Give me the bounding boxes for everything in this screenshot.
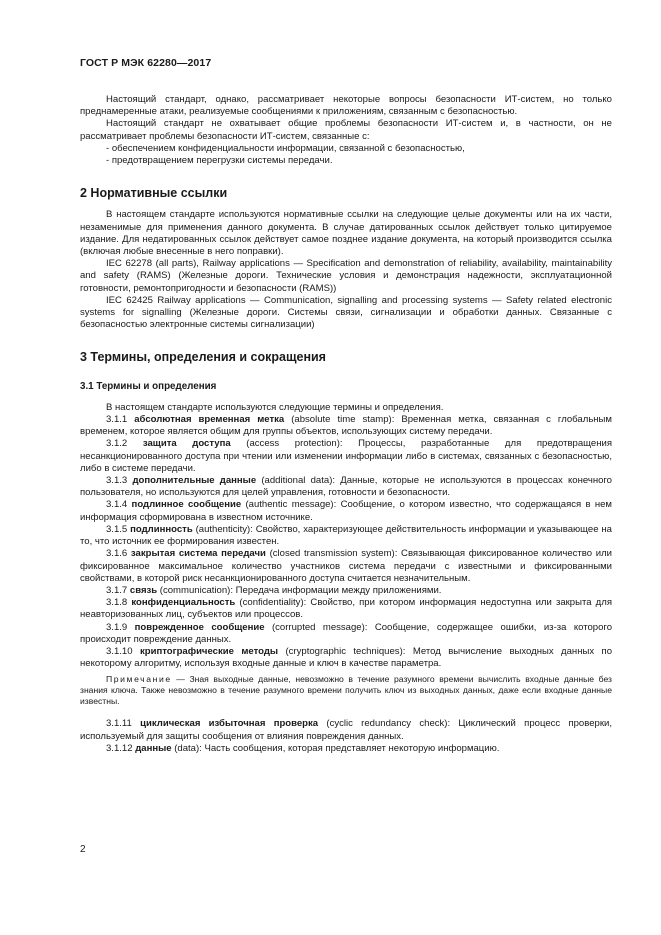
- term-definition: (cyclic redundancy check): Циклический процесс проверки, используемый для защиты сообщения от влияния повреждения данных.: [80, 718, 612, 742]
- term-definition: (additional data): Данные, которые не используются в процессах конечного пользователя, но используются для целей управления, готовности и безопасности.: [80, 475, 612, 499]
- term-name: подлинное сообщение: [131, 499, 242, 511]
- section-3-heading: 3 Термины, определения и сокращения: [80, 350, 326, 365]
- section-2-paragraph-1: В настоящем стандарте используются нормативные ссылки на следующие целые документы или на их части, незаменимые для применения данного документа. В случае датированных ссылок действует только цитируемое издание. Для недатированных ссылок действует самое позднее издание документа, на который производится ссылка (включая любые внесенные в него поправки).: [80, 209, 612, 258]
- term-number: 3.1.5: [106, 523, 128, 535]
- term-entry: [80, 597, 612, 621]
- term-name: абсолютная временная метка: [134, 414, 285, 426]
- term-name: защита доступа: [142, 438, 231, 450]
- term-number: 3.1.9: [106, 621, 128, 633]
- section-2-heading: 2 Нормативные ссылки: [80, 186, 228, 201]
- intro-paragraph-1: Настоящий стандарт, однако, рассматривает некоторые вопросы безопасности ИТ-систем, но только преднамеренные атаки, реализуемые сообщениями к приложениям, связанным с безопасностью.: [80, 94, 612, 118]
- document-body: [80, 94, 612, 755]
- note-label: Примечание: [106, 674, 172, 685]
- term-number: 3.1.10: [106, 645, 133, 657]
- term-definition: (data): Часть сообщения, которая представляет некоторую информацию.: [171, 742, 500, 754]
- term-definition: (confidentiality): Свойство, при котором информация недоступна или закрыта для неавторизованных лиц, субъектов или процессов.: [80, 597, 612, 621]
- term-entry: [80, 499, 612, 523]
- term-name: дополнительные данные: [132, 475, 257, 487]
- term-entry: [80, 585, 612, 597]
- subsection-3-1-heading: 3.1 Термины и определения: [80, 380, 217, 392]
- note-text: — Зная выходные данные, невозможно в течение разумного времени вычислить входные данные без знания ключа. Также невозможно в течение разумного времени получить ключ из выходных данных, даже если входные данные известны.: [80, 674, 612, 707]
- term-name: циклическая избыточная проверка: [140, 718, 319, 730]
- section-2-paragraph-2: IEC 62278 (all parts), Railway applications — Specification and demonstration of reliability, availability, maintainability and safety (RAMS) (Железные дороги. Технические условия и демонстрация надежности, эксплуатационной готовности, ремонтопригодности и безопасности (RAMS)): [80, 258, 612, 294]
- intro-list-item-2: - предотвращением перегрузки системы передачи.: [106, 155, 333, 167]
- term-name: конфиденциальность: [131, 597, 236, 609]
- term-entry: [80, 438, 612, 475]
- note-paragraph: [80, 674, 612, 707]
- term-number: 3.1.4: [106, 499, 128, 511]
- term-definition: (authentic message): Сообщение, о котором известно, что содержащаяся в нем информация сформирована в известном источнике.: [80, 499, 612, 523]
- term-definition: (corrupted message): Сообщение, содержащее ошибки, из-за которого происходит повреждение данных.: [80, 621, 612, 645]
- page-number: 2: [80, 844, 86, 855]
- term-definition: (absolute time stamp): Временная метка, связанная с глобальным временем, которое является общим для группы объектов, использующих систему передачи.: [80, 414, 612, 438]
- term-number: 3.1.7: [106, 584, 128, 596]
- term-number: 3.1.8: [106, 597, 128, 609]
- term-entry: [80, 718, 612, 742]
- term-name: подлинность: [130, 523, 193, 535]
- term-definition: (cryptographic techniques): Метод вычисление выходных данных по некоторому алгоритму, используя входные данные и ключ в качестве параметра.: [80, 645, 612, 670]
- term-number: 3.1.11: [106, 718, 132, 730]
- term-definition: (closed transmission system): Связывающая фиксированное количество или фиксированное максимальное количество участников система передачи с известными и фиксированными свойствами, в которой риск несанкционированного доступа считается незначительным.: [80, 548, 612, 584]
- term-name: данные: [135, 742, 172, 754]
- term-definition: (access protection): Процессы, разработанные для предотвращения несанкционированного доступа при чтении или изменении информации либо в системах, связанных с безопасностью, либо в системе передачи.: [80, 438, 612, 474]
- term-name: криптографические методы: [139, 645, 279, 657]
- term-definition: (communication): Передача информации между приложениями.: [157, 584, 442, 596]
- term-number: 3.1.6: [106, 548, 128, 560]
- term-name: поврежденное сообщение: [134, 621, 265, 633]
- term-number: 3.1.12: [106, 742, 133, 754]
- term-entry: [80, 548, 612, 585]
- term-entry: [80, 646, 612, 670]
- term-entry: [80, 524, 612, 548]
- standard-header: ГОСТ Р МЭК 62280—2017: [80, 57, 212, 69]
- term-number: 3.1.1: [106, 414, 128, 426]
- term-name: закрытая система передачи: [130, 548, 266, 560]
- term-entry: [80, 414, 612, 438]
- term-number: 3.1.2: [106, 438, 128, 450]
- term-number: 3.1.3: [106, 475, 128, 487]
- section-3-intro: В настоящем стандарте используются следующие термины и определения.: [106, 401, 444, 413]
- term-definition: (authenticity): Свойство, характеризующее действительность информации и указывающее на то, что источник ее формирования известен.: [80, 523, 612, 548]
- term-entry: [80, 475, 612, 499]
- term-entry: [80, 622, 612, 646]
- intro-paragraph-2: Настоящий стандарт не охватывает общие проблемы безопасности ИТ-систем и, в частности, он не рассматривает проблемы безопасности ИТ-систем, связанные с:: [80, 118, 612, 142]
- section-2-paragraph-3: IEC 62425 Railway applications — Communication, signalling and processing systems — Safety related electronic systems for signalling (Железные дороги. Системы связи, сигнализации и обработки данных. Связанные с безопасностью электронные системы сигнализации): [80, 294, 612, 331]
- intro-list-item-1: - обеспечением конфиденциальности информации, связанной с безопасностью,: [106, 142, 465, 154]
- term-entry: [80, 743, 612, 755]
- term-name: связь: [129, 584, 158, 596]
